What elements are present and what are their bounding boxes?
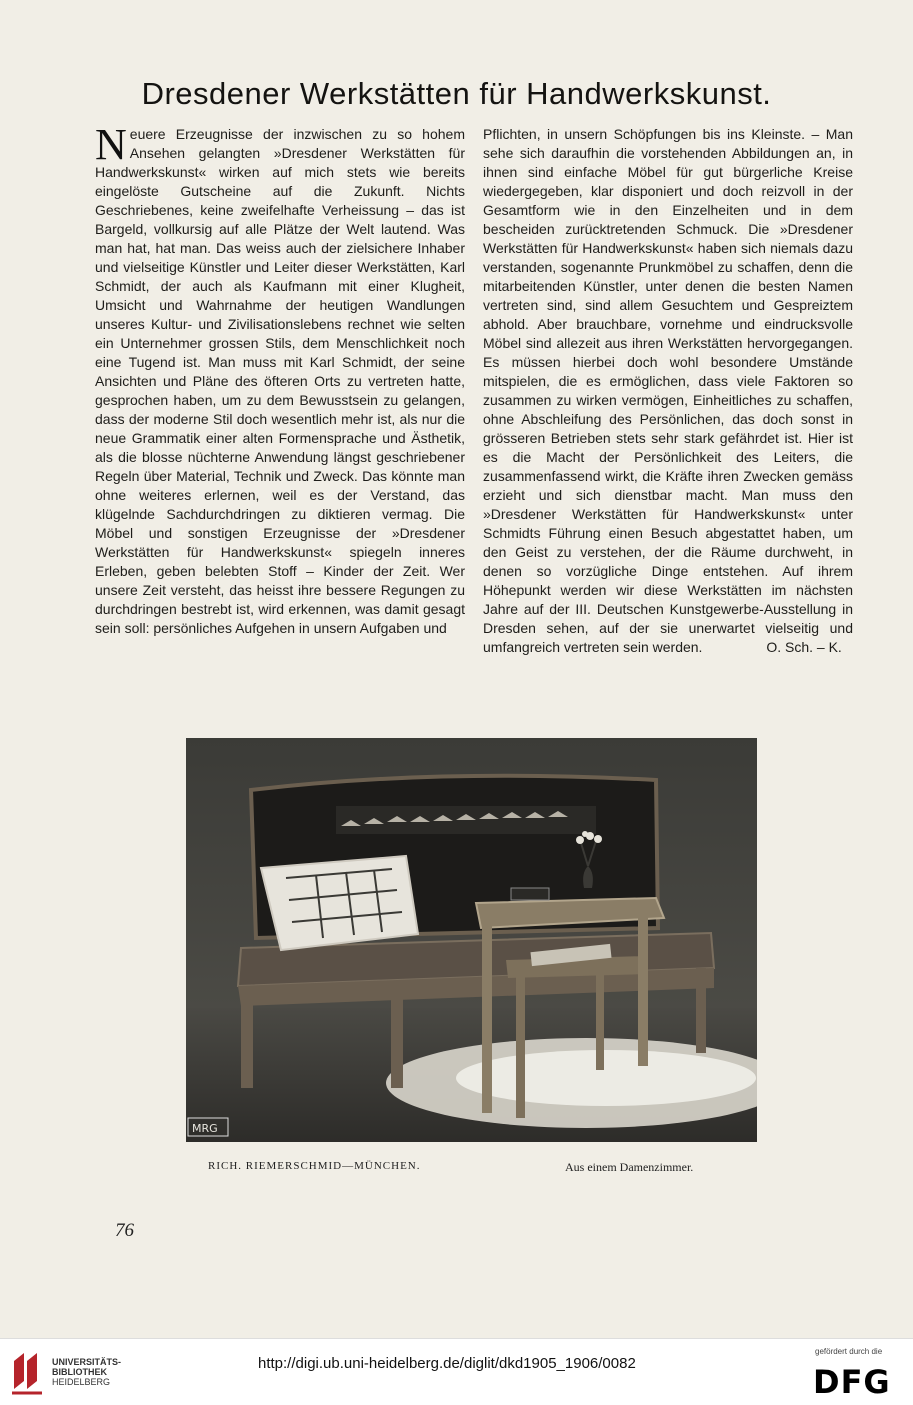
page-number: 76 [115, 1220, 134, 1241]
drop-cap: N [95, 120, 127, 169]
university-library-logo-icon [8, 1349, 48, 1395]
right-text-column [483, 125, 853, 657]
photo-caption-artist: RICH. RIEMERSCHMID—MÜNCHEN. [208, 1160, 421, 1172]
photo-illustration [186, 738, 757, 1142]
permalink-url[interactable]: http://digi.ub.uni-heidelberg.de/diglit/dkd1905_1906/0082 [258, 1355, 636, 1372]
furniture-photograph [186, 738, 757, 1142]
right-paragraph-text: Pflichten, in unsern Schöpfungen bis ins Kleinste. – Man sehe sich daraufhin die vorstehenden Abbildungen an, in ihnen sind einfache Möbel für gut bürgerliche Kreise wiedergegeben, klar disponiert und doch reizvoll in der Gesamtform wie in den Einzelheiten und in dem bescheiden zurücktretenden Schmuck. Die »Dresdener Werkstätten für Handwerkskunst« haben sich niemals dazu verstanden, sogenannte Prunkmöbel zu schaffen, denn die mitarbeitenden Künstler, unter denen die besten Namen vertreten sind, sind allem Gesuchtem und Gespreiztem abhold. Aber brauchbare, vornehme und eindrucksvolle Möbel sind allezeit aus ihren Werkstätten hervorgegangen. Es müssen hierbei doch wohl besondere Umstände mitspielen, die es ermöglichen, dass viele Faktoren so zusammen zu wirken vermögen, Einheitliches zu schaffen, ohne Abschleifung des Persönlichen, das doch sonst in grösseren Betrieben stets sehr stark gefährdet ist. Hier ist es die Macht der Persönlichkeit des Leiters, die zusammenfassend wirkt, die Kräfte ihren Zwecken gemäss erzieht und sich dienstbar macht. Man muss den »Dresdener Werkstätten für Handwerkskunst« unter Schmidts Führung einen Besuch abgestattet haben, um den Geist zu verstehen, der die Räume durchweht, in denen so vorzügliche Dinge entstehen. Auf ihrem Höhepunkt werden wir diese Werkstätten im nächsten Jahre auf der III. Deutschen Kunstgewerbe-Ausstellung in Dresden sehen, auf der sie unerwartet vielseitig und umfangreich vertreten sein werden. [483, 126, 853, 655]
left-paragraph [95, 120, 465, 638]
viewer-footer [0, 1338, 913, 1405]
library-name-line2: BIBLIOTHEK [52, 1367, 107, 1377]
library-name [52, 1357, 121, 1387]
left-paragraph-text: euere Erzeugnisse der inzwischen zu so hohem Ansehen gelangten »Dresdener Werkstätten für Handwerkskunst« wirken auf mich stets wie bereits eingelöste Gutscheine auf die Zukunft. Nichts Geschriebenes, keine zweifelhafte Verheissung – das ist Bargeld, vollkursig auf alle Plätze der Welt lautend. Was man hat, hat man. Das weiss auch der zielsichere Inhaber und vielseitige Künstler und Leiter dieser Werkstätten, Karl Schmidt, der auch als Kaufmann mit einer Klugheit, Umsicht und Wahrnahme der heutigen Wandlungen unseres Kultur- und Zivilisationslebens rechnet wie selten ein Unternehmer grossen Stils, dem Menschlichkeit noch eine Tugend ist. Man muss mit Karl Schmidt, der seine Ansichten und Pläne des öfteren Orts zu vertreten hatte, gesprochen haben, um zu dem Bewusstsein zu gelangen, dass der moderne Stil doch wesentlich mehr ist, als nur die neue Grammatik einer alten Formensprache und Ästhetik, als die blosse nüchterne Anwendung längst geschriebener Regeln über Material, Technik und Zweck. Das könnte man ohne weiteres erlernen, weil es der Verstand, das klügelnde Sachdurchdringen zu diktieren vermag. Die Möbel und sonstigen Erzeugnisse der »Dresdener Werkstätten für Handwerkskunst« spiegeln inneres Erleben, geben belebten Stoff – Kinder der Zeit. Wer unsere Zeit versteht, das heisst ihre bessere Regungen zu durchdringen bestrebt ist, wird erkennen, was damit gesagt sein soll: persönliches Aufgehen in unsern Aufgaben und [95, 126, 465, 636]
left-text-column [95, 120, 465, 638]
article-title: Dresdener Werkstätten für Handwerkskunst. [141, 76, 772, 111]
right-paragraph [483, 125, 853, 657]
funded-by-label: gefördert durch die [815, 1347, 883, 1356]
author-signature: O. Sch. – K. [766, 639, 842, 655]
photo-monogram: MRG [192, 1122, 218, 1135]
photo-caption-title: Aus einem Damenzimmer. [565, 1160, 694, 1174]
library-name-line1: UNIVERSITÄTS- [52, 1357, 122, 1367]
library-name-line3: HEIDELBERG [52, 1377, 111, 1387]
dfg-logo: DFG [813, 1363, 891, 1401]
